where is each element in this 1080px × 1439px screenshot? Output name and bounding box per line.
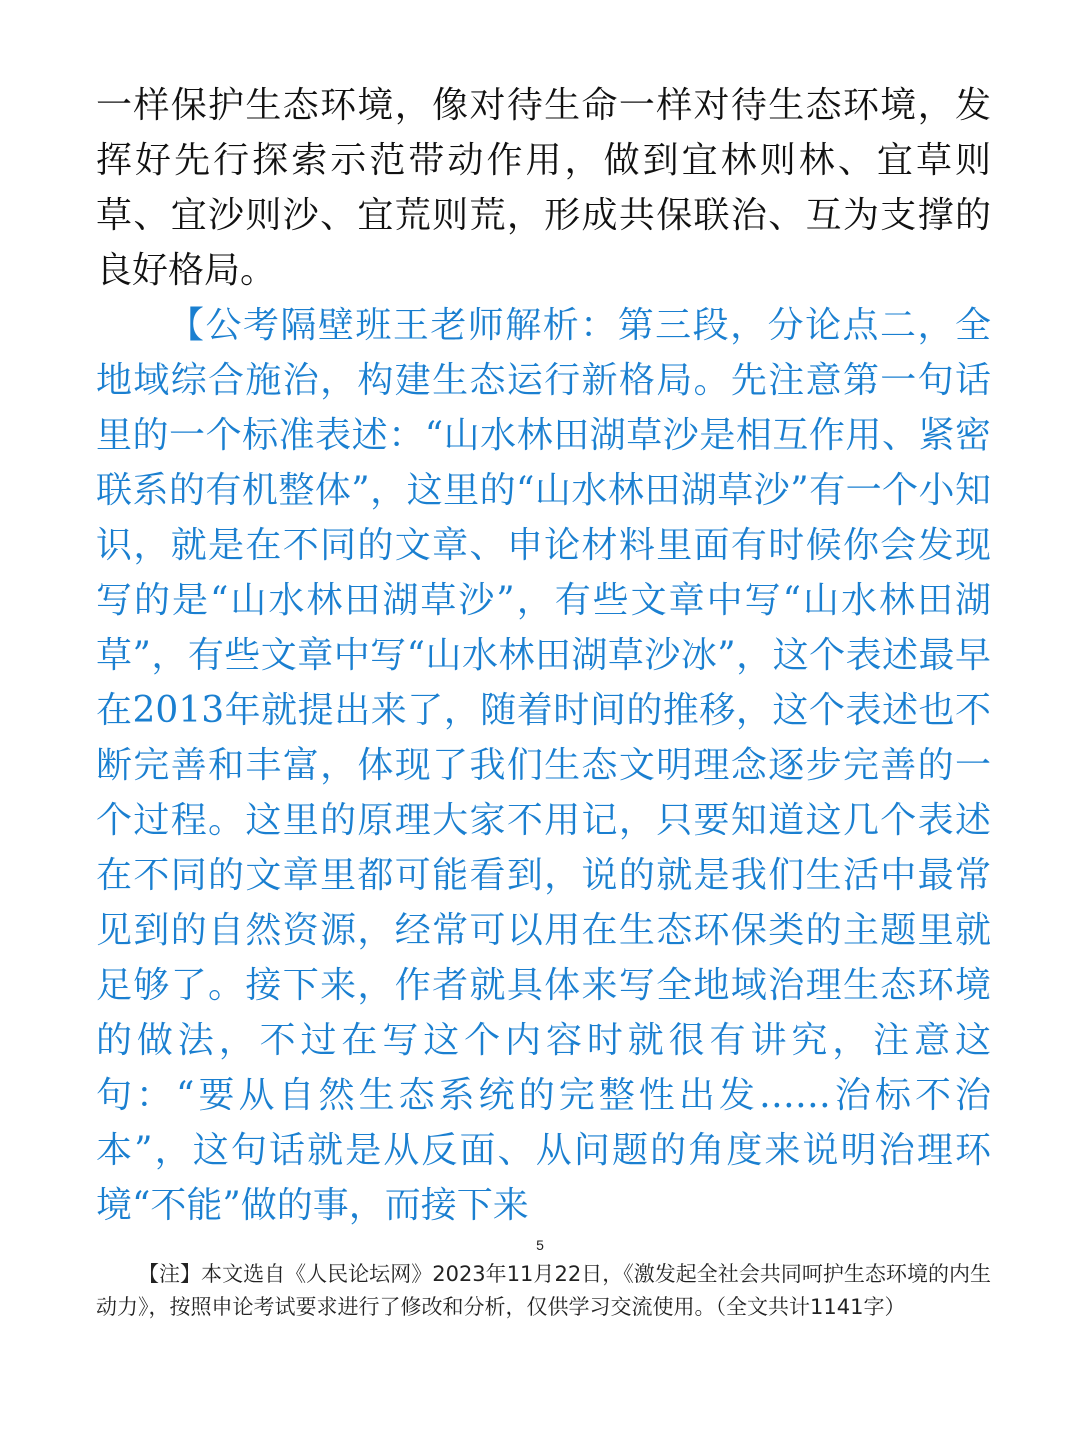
body-paragraph: 一样保护生态环境，像对待生命一样对待生态环境，发挥好先行探索示范带动作用，做到宜林则林、宜草则草、宜沙则沙、宜荒则荒，形成共保联治、互为支撑的良好格局。 bbox=[96, 85, 991, 291]
analysis-paragraph: 【公考隔壁班王老师解析：第三段，分论点二，全地域综合施治，构建生态运行新格局。先注意第一句话里的一个标准表述：“山水林田湖草沙是相互作用、紧密联系的有机整体”，这里的“山水林田湖草沙”有一个小知识，就是在不同的文章、申论材料里面有时候你会发现写的是“山水林田湖草沙”，有些文章中写“山水林田湖草”，有些文章中写“山水林田湖草沙冰”，这个表述最早在2013年就提出来了，随着时间的推移，这个表述也不断完善和丰富，体现了我们生态文明理念逐步完善的一个过程。这里的原理大家不用记，只要知道这几个表述在不同的文章里都可能看到，说的就是我们生活中最常见到的自然资源，经常可以用在生态环保类的主题里就足够了。接下来，作者就具体来写全地域治理生态环境的做法，不过在写这个内容时就很有讲究，注意这句：“要从自然生态系统的完整性出发……治标不治本”，这句话就是从反面、从问题的角度来说明治理环境“不能”做的事，而接下来 bbox=[96, 305, 991, 1226]
footnote: 【注】本文选自《人民论坛网》2023年11月22日，《激发起全社会共同呵护生态环境的内生动力》，按照申论考试要求进行了修改和分析，仅供学习交流使用。（全文共计1141字） bbox=[96, 1262, 991, 1319]
page-number: 5 bbox=[536, 1237, 544, 1253]
